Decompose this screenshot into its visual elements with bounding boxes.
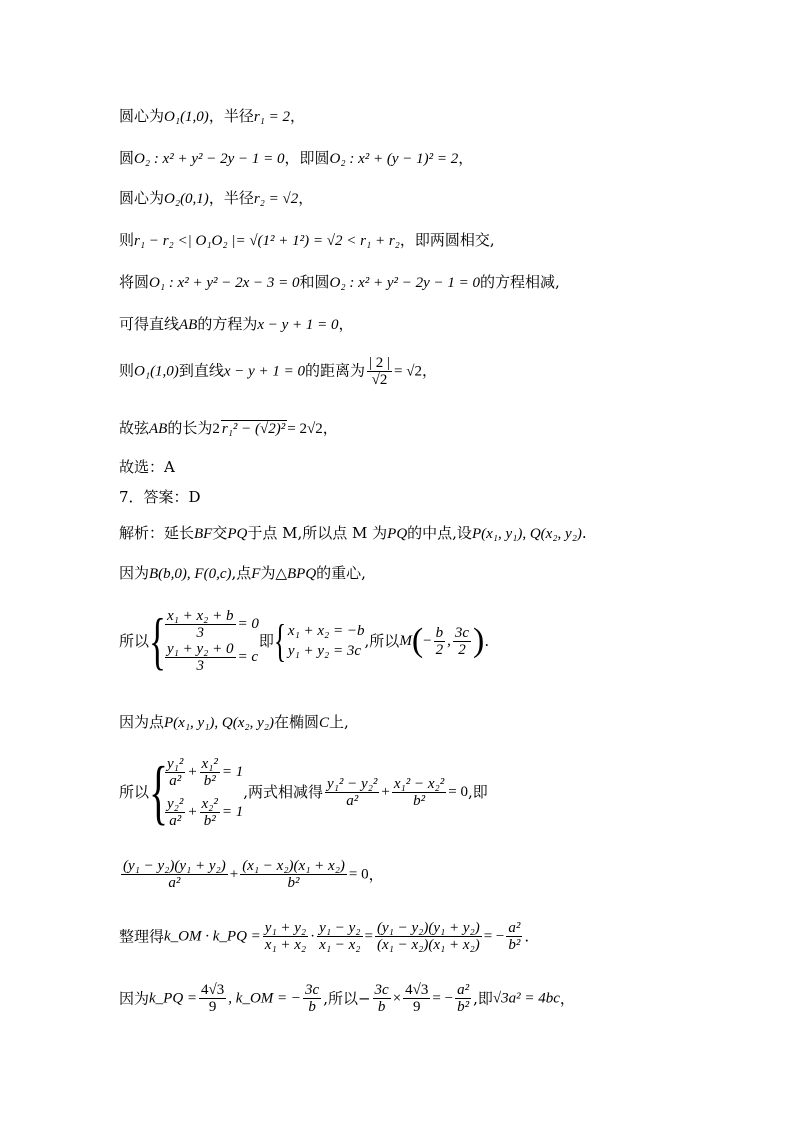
text: 的方程相减, <box>480 273 560 291</box>
text: 故弦 <box>119 419 150 437</box>
text: 和圆 <box>299 273 330 291</box>
q7-system-2: 所以{ $\frac{\text{y₁²}}{\text{a²}}$ + $\frac{\text{x₁²}}{\text{b²}}$ = 1 $\frac{\text{y₂²}}{\text{a²}}$ + $\frac{\text{x₂²}}{\text{b²}}$ = 1 ,两式相减得 $\frac{\text{y₁² − y₂²}}{\text{a²}}$ + $\frac{\text{x₁² − x₂²}}{\text{b²}}$ = 0,即 <box>119 752 488 832</box>
text: 圆 <box>119 149 135 167</box>
math: r₁ − r₂ <| O₁O₂ |= √(1² + 1²) = √2 < r₁ + r₂ <box>134 233 400 249</box>
text-line-6 <box>119 314 354 335</box>
math: x − y + 1 = 0 <box>223 363 306 380</box>
math: r₂ = √2 <box>253 191 299 207</box>
math: O₁(1,0) <box>164 109 209 125</box>
text: ，即圆 <box>284 149 330 167</box>
brace: { <box>273 615 287 666</box>
text-line-5 <box>119 272 560 293</box>
math: O₂ : x² + y² − 2y − 1 = 0 <box>134 151 285 167</box>
math: AB <box>179 317 198 333</box>
system: $\frac{\text{x₁ + x₂ + b}}{3}$ = 0 $\frac{\text{y₁ + y₂ + 0}}{3}$ = c <box>167 608 259 674</box>
brace: { <box>149 752 169 832</box>
q7-title: 7．答案：D <box>119 488 201 506</box>
math: = √2 <box>394 363 422 380</box>
text: 则 <box>119 231 135 249</box>
text: ， <box>458 149 474 167</box>
q7-slopes: 整理得k_OM · k_PQ = $\frac{\text{y₁ + y₂}}{\text{x₁ + x₂}}$ · $\frac{\text{y₁ − y₂}}{\text{x₁ − x₂}}$ = $\frac{\text{(y₁ − y₂)(y₁ + y₂)}}{\text{(x₁ − x₂)(x₁ + x₂)}}$ = − $\frac{\text{a²}}{\text{b²}}$ . <box>119 920 530 953</box>
q7-because: 因为B(b,0), F(0,c),点F为△BPQ的重心, <box>119 564 366 582</box>
text-line-3 <box>119 188 313 209</box>
sqrt: r₁² − (√2)² <box>221 421 286 437</box>
text: 圆心为 <box>119 107 165 125</box>
text: 的长为 <box>167 419 213 437</box>
text: ， <box>298 189 314 207</box>
text: 则 <box>119 361 135 380</box>
text: 到直线 <box>178 361 224 380</box>
text-line-2 <box>119 148 473 169</box>
text: ， <box>290 107 306 125</box>
math: O₂ : x² + y² − 2y − 1 = 0 <box>329 275 481 291</box>
text: ， <box>422 361 438 380</box>
fraction: $\frac{| 2 |}{√2}$ <box>369 355 391 388</box>
brace: { <box>149 605 166 676</box>
math: O₁ : x² + y² − 2x − 3 = 0 <box>149 275 300 291</box>
text-line-7 <box>119 355 437 388</box>
q7-system-1: 所以{ $\frac{\text{x₁ + x₂ + b}}{3}$ = 0 $\frac{\text{y₁ + y₂ + 0}}{3}$ = c 即{ x₁ + x₂ = −b y₁ + y₂ = 3c ,所以M(− $\frac{b}{2}$ , $\frac{3c}{2}$ ). <box>119 605 490 676</box>
text-line-1 <box>119 106 305 127</box>
math: O₁(1,0) <box>134 363 179 380</box>
math: O₂(0,1) <box>164 191 209 207</box>
text: 将圆 <box>119 273 150 291</box>
text: ， <box>338 315 354 333</box>
math: 2 <box>212 421 220 437</box>
text-line-4 <box>119 230 495 251</box>
q7-on-ellipse: 因为点P(x₁, y₁), Q(x₂, y₂)在椭圆C上, <box>119 713 349 731</box>
math: r₁ = 2 <box>253 109 291 125</box>
system: x₁ + x₂ = −b y₁ + y₂ = 3c <box>287 623 365 659</box>
text: 的方程为 <box>197 315 258 333</box>
math: AB <box>149 421 168 437</box>
text: ， <box>322 419 338 437</box>
math: O₂ : x² + (y − 1)² = 2 <box>329 151 459 167</box>
q7-analysis: 解析：延长BF交PQ于点 M,所以点 M 为PQ的中点,设P(x₁, y₁), Q(x₂, y₂). <box>119 524 587 542</box>
answer-6: 故选：A <box>119 458 175 476</box>
text: 圆心为 <box>119 189 165 207</box>
text: ，半径 <box>208 189 254 207</box>
text-line-8 <box>119 418 338 439</box>
system: $\frac{\text{y₁²}}{\text{a²}}$ + $\frac{\text{x₁²}}{\text{b²}}$ = 1 $\frac{\text{y₂²}}{\text{a²}}$ + $\frac{\text{x₂²}}{\text{b²}}$ = 1 <box>167 756 244 830</box>
text: ，即两圆相交, <box>399 231 495 249</box>
math: x − y + 1 = 0 <box>257 317 339 333</box>
math: = 2√2 <box>287 421 323 437</box>
q7-final: 因为k_PQ = $\frac{4√3}{9}$ , k_OM = − $\frac{3c}{b}$ ,所以− $\frac{3c}{b}$ × $\frac{4√3}{9}$ = − $\frac{\text{a²}}{\text{b²}}$ ,即√3a² = 4bc， <box>119 982 575 1015</box>
text: 可得直线 <box>119 315 180 333</box>
q7-equation: $\frac{\text{(y₁ − y₂)(y₁ + y₂)}}{\text{a²}}$ + $\frac{\text{(x₁ − x₂)(x₁ + x₂)}}{\text{b²}}$ = 0， <box>123 858 384 891</box>
text: ，半径 <box>208 107 254 125</box>
text: 的距离为 <box>305 361 366 380</box>
